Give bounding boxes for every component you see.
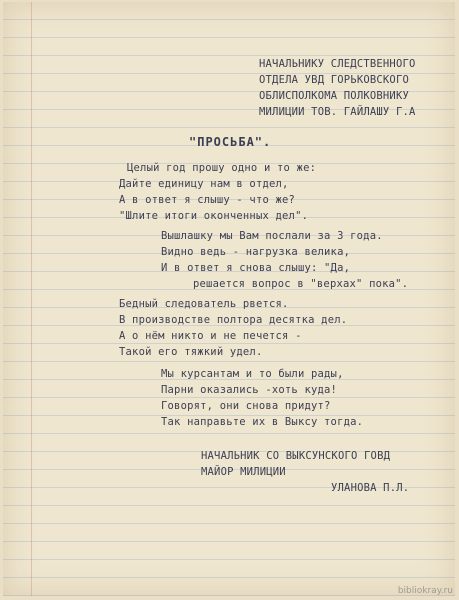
address-line-3: ОБЛИСПОЛКОМА ПОЛКОВНИКУ xyxy=(259,90,409,102)
address-line-4: МИЛИЦИИ ТОВ. ГАЙЛАШУ Г.А xyxy=(259,106,416,118)
address-line-2: ОТДЕЛА УВД ГОРЬКОВСКОГО xyxy=(259,74,409,86)
stanza-3-line-2: В производстве полтора десятка дел. xyxy=(119,314,348,326)
stanza-1-line-1: Целый год прошу одно и то же: xyxy=(127,162,317,174)
stanza-2-line-1: Вышлашку мы Вам послали за 3 года. xyxy=(161,230,383,242)
signature-rank: МАЙОР МИЛИЦИИ xyxy=(201,466,286,478)
stanza-4-line-1: Мы курсантам и то были рады, xyxy=(161,368,344,380)
stanza-4-line-4: Так направьте их в Выксу тогда. xyxy=(161,416,364,428)
watermark: bibliokray.ru xyxy=(397,586,453,596)
stanza-2-line-2: Видно ведь - нагрузка велика, xyxy=(161,246,351,258)
stanza-3-line-1: Бедный следователь рвется. xyxy=(119,298,289,310)
stanza-2-line-3: И в ответ я снова слышу: "Да, xyxy=(161,262,351,274)
signature-position: НАЧАЛЬНИК СО ВЫКСУНСКОГО ГОВД xyxy=(201,450,391,462)
stanza-1-line-3: А в ответ я слышу - что же? xyxy=(119,194,296,206)
signature-name: УЛАНОВА П.Л. xyxy=(331,482,410,494)
stanza-2-line-4: решается вопрос в "верхах" пока". xyxy=(193,278,409,290)
stanza-4-line-3: Говорят, они снова придут? xyxy=(161,400,331,412)
document-sheet xyxy=(3,2,455,596)
address-line-1: НАЧАЛЬНИКУ СЛЕДСТВЕННОГО xyxy=(259,58,416,70)
stanza-4-line-2: Парни оказались -хоть куда! xyxy=(161,384,338,396)
letter-title: "ПРОСЬБА". xyxy=(189,135,272,149)
stanza-3-line-3: А о нём никто и не печется - xyxy=(119,330,302,342)
stanza-1-line-4: "Шлите итоги оконченных дел". xyxy=(119,210,309,222)
stanza-3-line-4: Такой его тяжкий удел. xyxy=(119,346,263,358)
stanza-1-line-2: Дайте единицу нам в отдел, xyxy=(119,178,289,190)
margin-line xyxy=(31,2,32,596)
